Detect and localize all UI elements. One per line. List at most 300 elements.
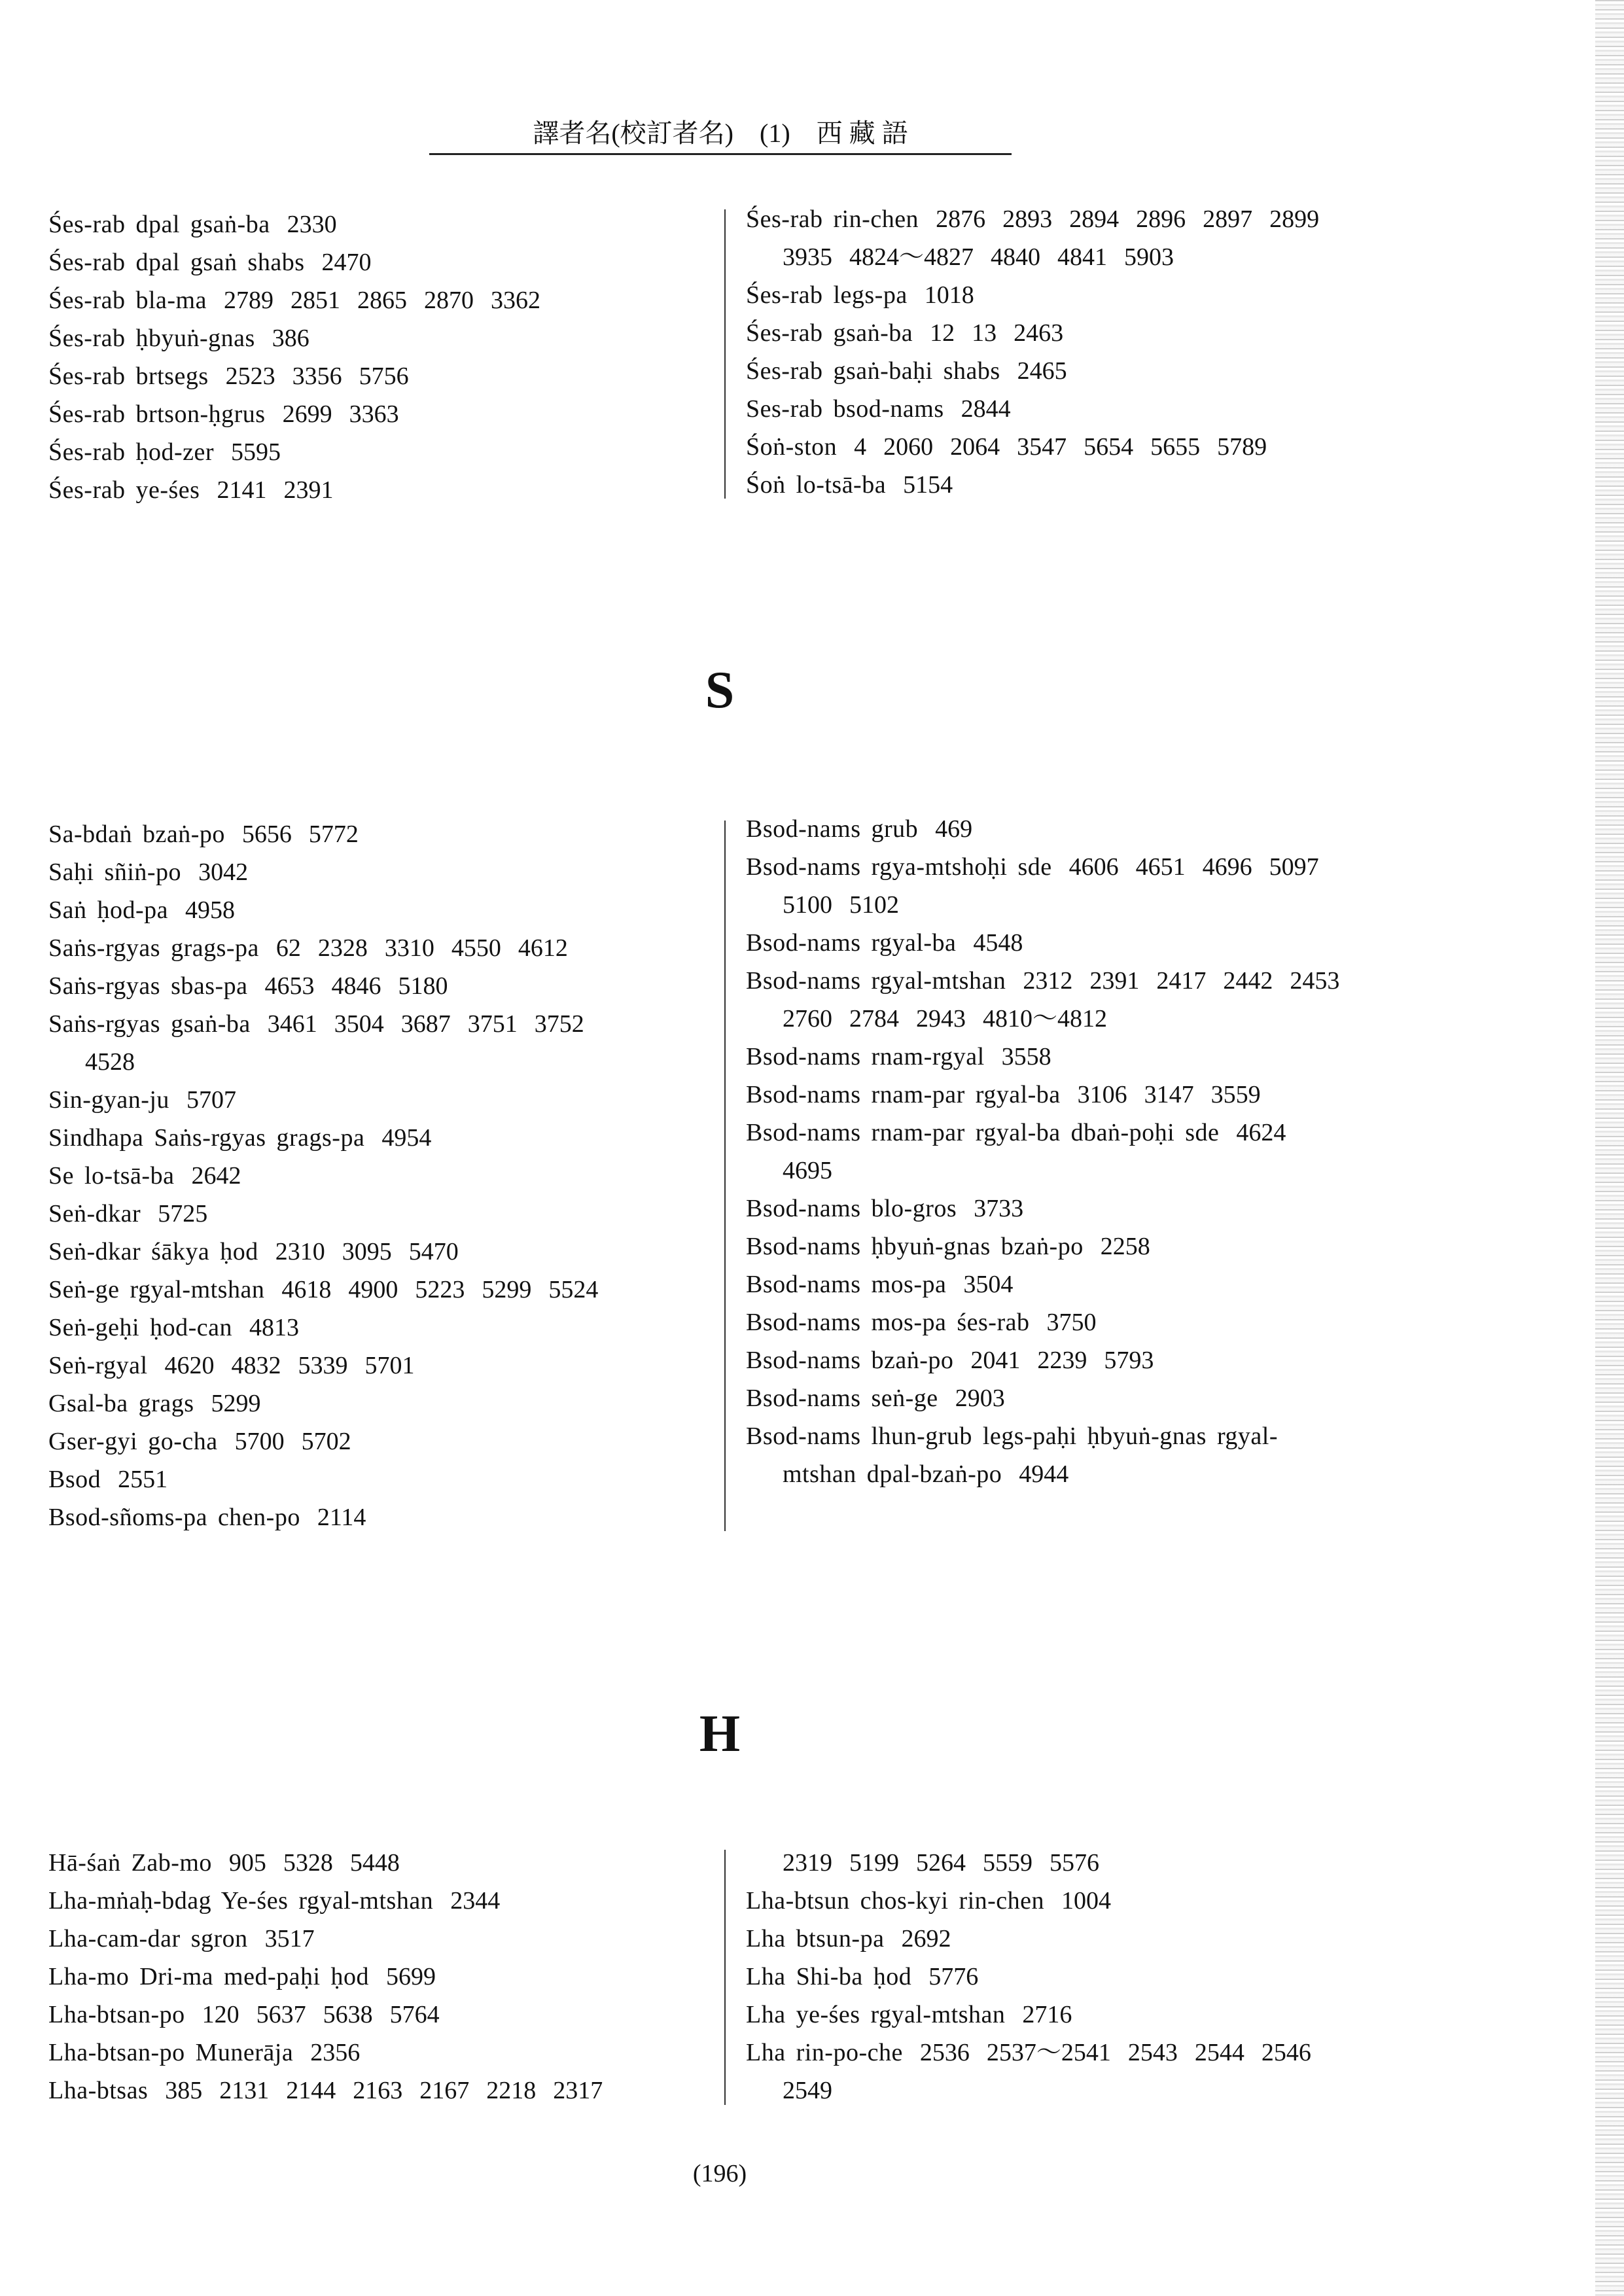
entry-name: Seṅ-ge rgyal-mtshan <box>48 1276 265 1303</box>
entry-line <box>746 1303 1439 1341</box>
column-divider <box>724 209 726 499</box>
entry-reference-number: 4620 <box>164 1352 215 1379</box>
column-divider <box>724 821 726 1531</box>
entry-reference-number: 5699 <box>386 1963 436 1990</box>
entry-line <box>746 466 1439 504</box>
entry-continuation <box>746 886 1439 924</box>
index-column-left <box>48 205 709 509</box>
index-entry <box>48 1422 709 1460</box>
entry-name: Lha btsun-pa <box>746 1925 885 1952</box>
index-entry <box>746 1844 1439 1882</box>
index-entry <box>746 1996 1439 2034</box>
entry-reference-number: 2844 <box>961 395 1011 423</box>
entry-name: Śes-rab dpal gsaṅ shabs <box>48 249 305 276</box>
entry-line <box>48 1271 709 1309</box>
entry-line <box>48 205 709 243</box>
header-title: 譯者名(校訂者名) <box>533 118 733 148</box>
index-entry <box>746 1920 1439 1958</box>
entry-reference-number: 3558 <box>1001 1043 1051 1070</box>
entry-line <box>746 1114 1439 1152</box>
entry-line <box>48 1157 709 1195</box>
index-entry <box>746 1114 1439 1190</box>
entry-reference-number: 5180 <box>398 972 448 1000</box>
entry-line <box>746 1958 1439 1996</box>
entry-reference-number: 3733 <box>974 1195 1024 1222</box>
entry-line <box>48 1422 709 1460</box>
entry-reference-number: 4624 <box>1236 1119 1286 1146</box>
entry-line <box>48 2072 709 2110</box>
entry-reference-number: 4528 <box>85 1048 135 1076</box>
entry-reference-number: 2943 <box>916 1005 966 1033</box>
index-entry <box>48 1081 709 1119</box>
entry-reference-number: 2870 <box>423 287 474 314</box>
entry-reference-number: 3042 <box>198 858 249 886</box>
entry-name: Bsod-nams mos-pa śes-rab <box>746 1309 1030 1336</box>
entry-name: Śes-rab gsaṅ-baḥi shabs <box>746 357 1000 385</box>
entry-reference-number: 2163 <box>353 2077 403 2104</box>
entry-reference-number: 5328 <box>283 1849 333 1877</box>
scan-edge-noise <box>1595 0 1624 2296</box>
entry-reference-number: 2699 <box>282 400 332 428</box>
entry-continuation <box>746 1000 1439 1038</box>
entry-name: Bsod-nams bzaṅ-po <box>746 1347 954 1374</box>
index-entry <box>746 466 1439 504</box>
entry-reference-number: 469 <box>935 815 973 843</box>
entry-name: Śes-rab brtson-ḥgrus <box>48 400 266 428</box>
index-entry <box>48 1996 709 2034</box>
entry-line <box>746 924 1439 962</box>
entry-line <box>746 848 1439 886</box>
entry-line <box>48 1498 709 1536</box>
entry-reference-number: 4841 <box>1057 243 1108 271</box>
entry-reference-number: 5223 <box>415 1276 465 1303</box>
entry-line <box>48 1920 709 1958</box>
entry-line <box>48 1347 709 1385</box>
column-divider <box>724 1850 726 2105</box>
entry-line <box>48 357 709 395</box>
index-entry <box>48 1958 709 1996</box>
section-letter-h: H <box>699 1705 741 1763</box>
entry-reference-number: 4840 <box>991 243 1041 271</box>
entry-line <box>48 967 709 1005</box>
entry-reference-number: 12 <box>930 319 955 347</box>
index-entry <box>48 1385 709 1422</box>
entry-reference-number: 4618 <box>281 1276 332 1303</box>
entry-reference-number: 5707 <box>186 1086 236 1114</box>
entry-reference-number: 2310 <box>275 1238 325 1265</box>
entry-reference-number: 2463 <box>1014 319 1064 347</box>
entry-line <box>48 1233 709 1271</box>
entry-reference-number: 2789 <box>223 287 274 314</box>
entry-name: Seṅ-geḥi ḥod-can <box>48 1314 232 1341</box>
entry-reference-number: 3517 <box>264 1925 315 1952</box>
index-entry <box>746 1227 1439 1265</box>
entry-name: Sin-gyan-ju <box>48 1086 169 1114</box>
index-entry <box>48 1309 709 1347</box>
entry-name: Lha ye-śes rgyal-mtshan <box>746 2001 1006 2028</box>
entry-line <box>746 1996 1439 2034</box>
entry-name: Śes-rab legs-pa <box>746 281 908 309</box>
entry-name: Saṅs-rgyas grags-pa <box>48 934 259 962</box>
entry-name: Bsod-nams rgya-mtshoḥi sde <box>746 853 1052 881</box>
index-entry <box>48 433 709 471</box>
entry-name: Bsod-nams blo-gros <box>746 1195 957 1222</box>
entry-line <box>48 1460 709 1498</box>
entry-reference-number: 2543 <box>1127 2039 1178 2066</box>
entry-reference-number: 1004 <box>1061 1887 1112 1915</box>
entry-reference-number: 2060 <box>883 433 934 461</box>
entry-reference-number: 5903 <box>1124 243 1174 271</box>
entry-reference-number: 4 <box>854 433 867 461</box>
index-entry <box>48 1920 709 1958</box>
entry-continuation <box>746 1152 1439 1190</box>
entry-reference-number: 4832 <box>231 1352 281 1379</box>
index-entry <box>48 1233 709 1271</box>
entry-reference-number: 3547 <box>1017 433 1067 461</box>
entry-name: Bsod-nams rnam-par rgyal-ba dbaṅ-poḥi sde <box>746 1119 1220 1146</box>
entry-reference-number: 2760 <box>783 1005 832 1033</box>
entry-continuation <box>48 1043 709 1081</box>
entry-reference-number: 2391 <box>1089 967 1140 995</box>
index-column-right <box>746 200 1439 504</box>
entry-reference-number: 3356 <box>292 362 342 390</box>
entry-reference-number: 5702 <box>301 1428 351 1455</box>
entry-line <box>746 1227 1439 1265</box>
index-entry <box>48 2034 709 2072</box>
entry-reference-number: 2546 <box>1261 2039 1311 2066</box>
index-entry <box>48 281 709 319</box>
entry-reference-number: 2417 <box>1156 967 1207 995</box>
header-language: 西 藏 語 <box>816 118 908 148</box>
entry-name: Lha rin-po-che <box>746 2039 903 2066</box>
entry-reference-number: 2903 <box>955 1385 1005 1412</box>
entry-reference-number: 2356 <box>310 2039 361 2066</box>
entry-reference-number: 2041 <box>970 1347 1021 1374</box>
index-entry <box>48 891 709 929</box>
index-entry <box>746 1076 1439 1114</box>
entry-line <box>746 1920 1439 1958</box>
entry-line <box>746 1341 1439 1379</box>
entry-name: Lha-btsan-po <box>48 2001 185 2028</box>
entry-continuation <box>746 1455 1439 1493</box>
entry-reference-number: 5656 <box>241 821 292 848</box>
entry-reference-number: 3504 <box>963 1271 1014 1298</box>
entry-reference-number: 2328 <box>317 934 368 962</box>
entry-reference-number: 5102 <box>849 891 899 919</box>
entry-reference-number: 2391 <box>283 476 334 504</box>
entry-reference-number: 2716 <box>1022 2001 1072 2028</box>
index-entry <box>746 200 1439 276</box>
entry-reference-number: 5700 <box>234 1428 285 1455</box>
entry-name: Saḥi sñiṅ-po <box>48 858 182 886</box>
index-entry <box>48 853 709 891</box>
entry-reference-number: 5764 <box>389 2001 440 2028</box>
entry-reference-number: 5789 <box>1217 433 1267 461</box>
entry-name: Śes-rab rin-chen <box>746 205 919 233</box>
entry-reference-number: 2893 <box>1002 205 1053 233</box>
entry-name: Saṅs-rgyas gsaṅ-ba <box>48 1010 251 1038</box>
entry-line <box>48 2034 709 2072</box>
entry-name: Bsod-nams rgyal-mtshan <box>746 967 1006 995</box>
entry-reference-number: 4696 <box>1202 853 1252 881</box>
entry-reference-number: 2465 <box>1017 357 1067 385</box>
index-entry <box>746 924 1439 962</box>
entry-name-continuation: mtshan dpal-bzaṅ-po <box>783 1460 1002 1488</box>
entry-reference-number: 2523 <box>225 362 275 390</box>
index-entry <box>746 1303 1439 1341</box>
index-entry <box>48 929 709 967</box>
entry-name: Gser-gyi go-cha <box>48 1428 218 1455</box>
entry-line <box>48 1119 709 1157</box>
entry-line <box>48 319 709 357</box>
index-entry <box>48 1498 709 1536</box>
entry-line <box>746 1379 1439 1417</box>
entry-reference-number: 3750 <box>1046 1309 1097 1336</box>
index-entry <box>48 1271 709 1309</box>
entry-line <box>746 352 1439 390</box>
entry-line <box>746 1076 1439 1114</box>
entry-reference-number: 5654 <box>1084 433 1134 461</box>
entry-name: Bsod-nams lhun-grub legs-paḥi ḥbyuṅ-gnas rgyal- <box>746 1422 1279 1450</box>
entry-line <box>48 1309 709 1347</box>
entry-reference-number: 5299 <box>482 1276 532 1303</box>
entry-name: Śes-rab ye-śes <box>48 476 200 504</box>
index-entry <box>48 1119 709 1157</box>
entry-name: Saṅs-rgyas sbas-pa <box>48 972 248 1000</box>
entry-reference-number: 3461 <box>267 1010 317 1038</box>
entry-line <box>746 276 1439 314</box>
header-section: (1) <box>760 118 790 148</box>
entry-reference-number: 2692 <box>901 1925 951 1952</box>
entry-continuation <box>746 2072 1439 2110</box>
entry-line <box>48 891 709 929</box>
entry-name: Sindhapa Saṅs-rgyas grags-pa <box>48 1124 365 1152</box>
entry-name: Śes-rab brtsegs <box>48 362 209 390</box>
entry-reference-number: 2453 <box>1290 967 1340 995</box>
entry-name: Bsod <box>48 1466 101 1493</box>
entry-reference-number: 62 <box>275 934 301 962</box>
entry-line <box>48 1958 709 1996</box>
entry-reference-number: 5772 <box>308 821 359 848</box>
entry-line <box>48 1195 709 1233</box>
entry-reference-number: 4846 <box>331 972 381 1000</box>
section-letter-s: S <box>705 662 735 719</box>
entry-reference-number: 3559 <box>1210 1081 1261 1108</box>
entry-line <box>48 929 709 967</box>
entry-line <box>746 1417 1439 1455</box>
index-entry <box>48 205 709 243</box>
index-entry <box>48 1195 709 1233</box>
entry-reference-number: 1018 <box>924 281 974 309</box>
entry-name: Bsod-nams rnam-par rgyal-ba <box>746 1081 1061 1108</box>
entry-reference-number: 2899 <box>1269 205 1320 233</box>
entry-line <box>48 815 709 853</box>
entry-reference-number: 4653 <box>264 972 315 1000</box>
index-entry <box>746 390 1439 428</box>
entry-name: Lha Shi-ba ḥod <box>746 1963 912 1990</box>
entry-line <box>48 471 709 509</box>
index-entry <box>48 395 709 433</box>
entry-reference-number: 2865 <box>357 287 407 314</box>
entry-name: Saṅ ḥod-pa <box>48 896 169 924</box>
entry-name: Śoṅ-ston <box>746 433 838 461</box>
entry-reference-number: 4810～4812 <box>983 1005 1108 1033</box>
entry-reference-number: 2442 <box>1223 967 1273 995</box>
entry-reference-number: 3362 <box>490 287 540 314</box>
entry-line <box>746 1265 1439 1303</box>
entry-reference-number: 5524 <box>548 1276 599 1303</box>
entry-line <box>746 1190 1439 1227</box>
entry-reference-number: 2144 <box>286 2077 336 2104</box>
index-entry <box>48 1844 709 1882</box>
entry-reference-number: 3095 <box>342 1238 392 1265</box>
entry-reference-number: 3106 <box>1077 1081 1127 1108</box>
index-entry <box>746 1038 1439 1076</box>
entry-continuation <box>746 1844 1439 1882</box>
entry-reference-number: 5638 <box>323 2001 373 2028</box>
entry-reference-number: 2642 <box>191 1162 241 1190</box>
entry-line <box>48 1882 709 1920</box>
entry-name: Lha-mṅaḥ-bdag Ye-śes rgyal-mtshan <box>48 1887 434 1915</box>
index-column-left <box>48 815 709 1536</box>
entry-reference-number: 5339 <box>298 1352 348 1379</box>
running-header <box>429 115 1012 155</box>
entry-reference-number: 2131 <box>219 2077 270 2104</box>
entry-name: Bsod-nams rgyal-ba <box>746 929 957 957</box>
entry-reference-number: 2239 <box>1037 1347 1087 1374</box>
index-entry <box>746 848 1439 924</box>
entry-name: Seṅ-dkar śākya ḥod <box>48 1238 258 1265</box>
index-entry <box>746 276 1439 314</box>
entry-name: Sa-bdaṅ bzaṅ-po <box>48 821 225 848</box>
entry-reference-number: 2549 <box>783 2077 832 2104</box>
entry-reference-number: 3504 <box>334 1010 384 1038</box>
entry-reference-number: 2167 <box>419 2077 470 2104</box>
entry-reference-number: 2876 <box>936 205 986 233</box>
entry-line <box>48 281 709 319</box>
entry-reference-number: 2537～2541 <box>986 2039 1111 2066</box>
entry-reference-number: 905 <box>228 1849 266 1877</box>
entry-reference-number: 5595 <box>231 438 281 466</box>
entry-line <box>48 1385 709 1422</box>
entry-name: Śoṅ lo-tsā-ba <box>746 471 887 499</box>
entry-reference-number: 5559 <box>983 1849 1033 1877</box>
entry-name: Gsal-ba grags <box>48 1390 194 1417</box>
entry-reference-number: 5470 <box>408 1238 459 1265</box>
index-column-right <box>746 810 1439 1493</box>
entry-reference-number: 4695 <box>783 1157 832 1184</box>
index-entry <box>746 810 1439 848</box>
entry-line <box>746 1038 1439 1076</box>
entry-reference-number: 2544 <box>1194 2039 1244 2066</box>
entry-name: Bsod-sñoms-pa chen-po <box>48 1504 300 1531</box>
entry-reference-number: 3147 <box>1144 1081 1194 1108</box>
index-entry <box>746 1417 1439 1493</box>
index-entry <box>746 352 1439 390</box>
entry-reference-number: 5154 <box>903 471 953 499</box>
entry-reference-number: 2536 <box>919 2039 970 2066</box>
entry-reference-number: 2344 <box>450 1887 501 1915</box>
index-column-right <box>746 1844 1439 2110</box>
entry-line <box>746 390 1439 428</box>
index-entry <box>48 471 709 509</box>
index-entry <box>746 1958 1439 1996</box>
entry-reference-number: 120 <box>202 2001 239 2028</box>
entry-line <box>48 395 709 433</box>
entry-reference-number: 5756 <box>359 362 409 390</box>
entry-reference-number: 2894 <box>1069 205 1120 233</box>
entry-name: Se lo-tsā-ba <box>48 1162 175 1190</box>
index-entry <box>48 2072 709 2110</box>
entry-name: Bsod-nams mos-pa <box>746 1271 947 1298</box>
index-entry <box>48 1157 709 1195</box>
entry-reference-number: 2258 <box>1100 1233 1150 1260</box>
entry-line <box>746 200 1439 238</box>
entry-reference-number: 4824～4827 <box>849 243 974 271</box>
entry-reference-number: 3752 <box>534 1010 584 1038</box>
entry-line <box>48 1081 709 1119</box>
entry-reference-number: 3310 <box>384 934 434 962</box>
entry-name: Śes-rab bla-ma <box>48 287 207 314</box>
entry-reference-number: 13 <box>972 319 997 347</box>
entry-name: Lha-cam-dar sgron <box>48 1925 248 1952</box>
entry-name: Śes-rab ḥod-zer <box>48 438 215 466</box>
entry-line <box>48 853 709 891</box>
index-entry <box>746 314 1439 352</box>
entry-reference-number: 2317 <box>553 2077 603 2104</box>
entry-reference-number: 2896 <box>1136 205 1186 233</box>
entry-reference-number: 5576 <box>1050 1849 1099 1877</box>
entry-reference-number: 2064 <box>950 433 1000 461</box>
entry-reference-number: 3363 <box>349 400 399 428</box>
index-entry <box>746 428 1439 466</box>
entry-reference-number: 2330 <box>287 211 337 238</box>
entry-line <box>746 962 1439 1000</box>
index-entry <box>48 1882 709 1920</box>
entry-reference-number: 5448 <box>349 1849 400 1877</box>
entry-reference-number: 4550 <box>451 934 501 962</box>
entry-name: Lha-btsun chos-kyi rin-chen <box>746 1887 1045 1915</box>
entry-reference-number: 2551 <box>118 1466 168 1493</box>
entry-reference-number: 5793 <box>1104 1347 1154 1374</box>
entry-name: Lha-mo Dri-ma med-paḥi ḥod <box>48 1963 370 1990</box>
entry-line <box>48 1996 709 2034</box>
entry-reference-number: 3687 <box>400 1010 451 1038</box>
entry-reference-number: 5701 <box>364 1352 415 1379</box>
entry-reference-number: 5097 <box>1269 853 1319 881</box>
entry-name: Bsod-nams seṅ-ge <box>746 1385 938 1412</box>
entry-line <box>746 2034 1439 2072</box>
entry-reference-number: 3935 <box>783 243 832 271</box>
entry-line <box>746 428 1439 466</box>
index-entry <box>746 1882 1439 1920</box>
index-entry <box>746 1265 1439 1303</box>
entry-reference-number: 5299 <box>211 1390 261 1417</box>
entry-reference-number: 4612 <box>518 934 568 962</box>
index-entry <box>746 1190 1439 1227</box>
entry-reference-number: 3751 <box>467 1010 518 1038</box>
entry-line <box>48 1844 709 1882</box>
entry-line <box>48 1005 709 1043</box>
index-entry <box>48 243 709 281</box>
entry-reference-number: 385 <box>165 2077 203 2104</box>
index-entry <box>48 1347 709 1385</box>
entry-reference-number: 2319 <box>783 1849 832 1877</box>
entry-continuation <box>746 238 1439 276</box>
entry-reference-number: 2784 <box>849 1005 899 1033</box>
index-entry <box>746 2034 1439 2110</box>
index-entry <box>746 1341 1439 1379</box>
